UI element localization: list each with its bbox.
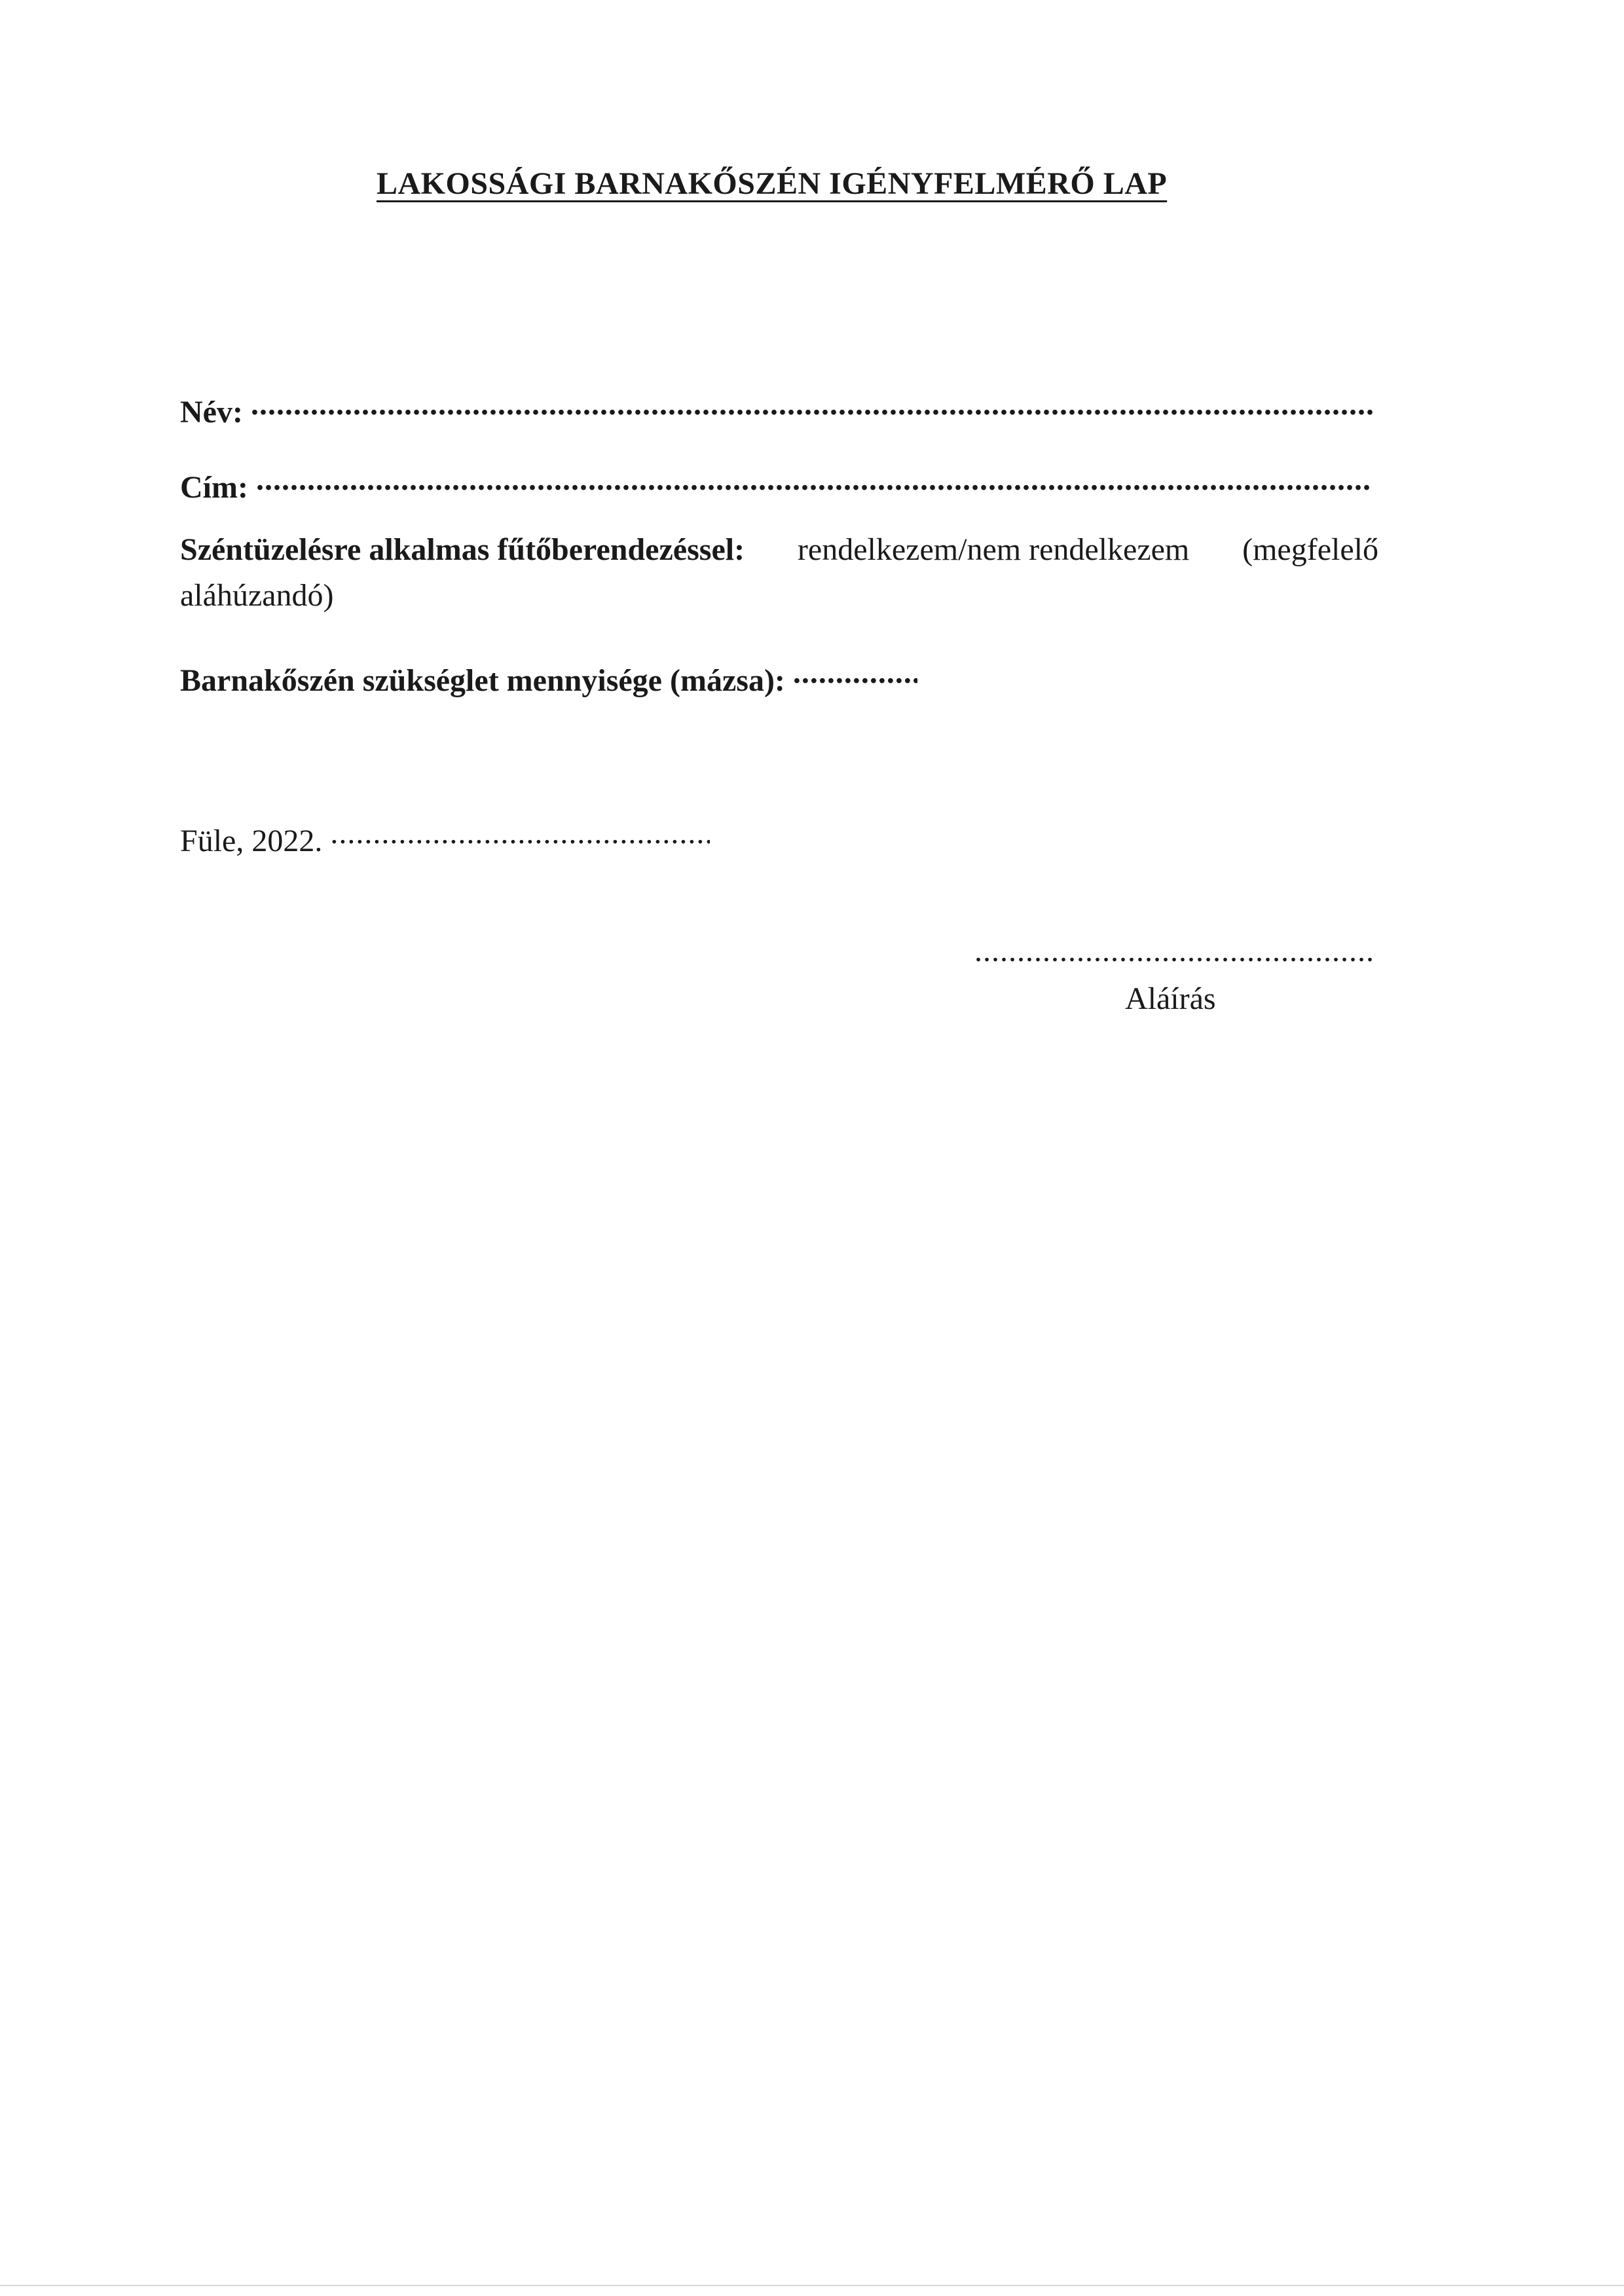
date-fill-line[interactable] (330, 815, 710, 851)
address-row (180, 462, 1369, 505)
quantity-fill-line[interactable] (793, 655, 917, 691)
signature-fill-line[interactable] (974, 933, 1374, 969)
address-label: Cím: (180, 470, 248, 505)
place-date-row (180, 815, 710, 859)
name-fill-line[interactable] (251, 386, 1374, 422)
quantity-row (180, 655, 917, 699)
quantity-label: Barnakőszén szükséglet mennyisége (mázsa): (180, 663, 785, 698)
form-title: LAKOSSÁGI BARNAKŐSZÉN IGÉNYFELMÉRŐ LAP (377, 166, 1168, 201)
heating-label: Széntüzelésre alkalmas fűtőberendezéssel: (180, 532, 745, 567)
address-fill-line[interactable] (256, 462, 1369, 498)
place-date-label: Füle, 2022. (180, 824, 323, 858)
scan-bottom-edge (0, 2285, 1624, 2286)
heating-row (180, 527, 1378, 619)
signature-label: Aláírás (1125, 981, 1216, 1016)
name-label: Név: (180, 395, 243, 429)
heating-note-start: (megfelelő (1242, 532, 1378, 567)
heating-note-end: aláhúzandó) (180, 578, 334, 613)
heating-row-first-line (180, 527, 1378, 573)
heating-options[interactable]: rendelkezem/nem rendelkezem (797, 532, 1190, 567)
name-row (180, 386, 1374, 430)
